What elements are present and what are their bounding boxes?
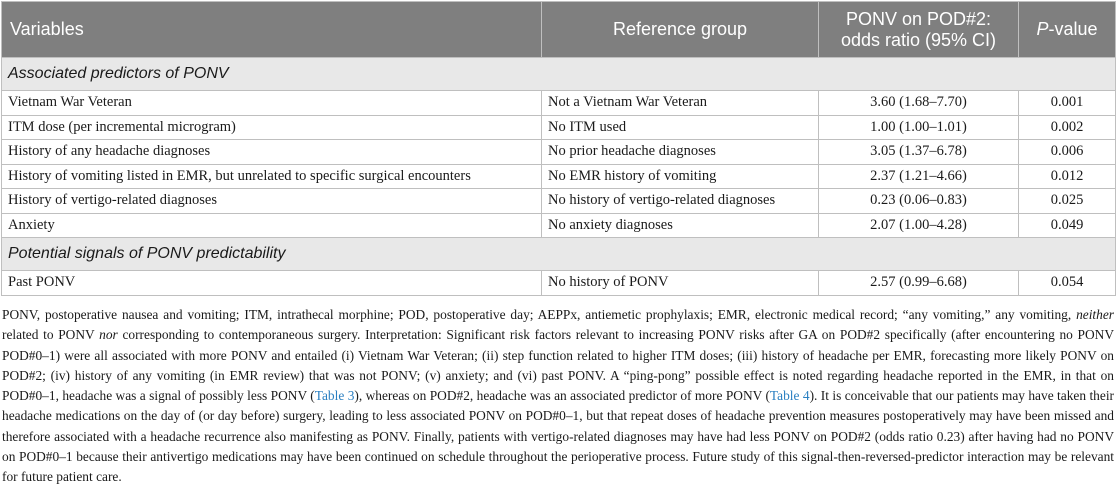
cell-reference: No anxiety diagnoses xyxy=(542,213,819,238)
cell-variable: History of any headache diagnoses xyxy=(2,140,542,165)
section-title: Potential signals of PONV predictability xyxy=(2,238,1116,271)
footnote-part-1: PONV, postoperative nausea and vomiting; ITM, intrathecal morphine; POD, postoperative day; AEPPx, antiemetic prophylaxis; EMR, electronic medical record; “any vomiting,” any vomiting, xyxy=(2,307,1077,322)
cell-reference: No prior headache diagnoses xyxy=(542,140,819,165)
cell-variable: ITM dose (per incremental microgram) xyxy=(2,115,542,140)
header-variables: Variables xyxy=(2,2,542,58)
header-p-italic: P xyxy=(1036,19,1049,39)
footnote-part-5: ). It is conceivable that our patients may have taken their headache medications on the day of (or day before) surgery, leading to less associated PONV on POD#0–1, but that repeat doses of headache prevention measures postoperatively may have been missed and therefore associated with a headache recurrence also manifesting as PONV. Finally, patients with vertigo-related diagnoses may have had less PONV on POD#2 (odds ratio 0.23) after having had no PONV on POD#0–1 because their antivertigo medications may have been continued on schedule throughout the perioperative process. Future study of this signal-then-reversed-predictor interaction may be relevant for future patient care. xyxy=(2,388,1115,485)
section-row xyxy=(2,58,1116,91)
cell-reference: No EMR history of vomiting xyxy=(542,164,819,189)
cell-p-value: 0.012 xyxy=(1019,164,1116,189)
header-odds-ratio-line2: odds ratio (95% CI) xyxy=(840,29,997,50)
cell-odds-ratio: 1.00 (1.00–1.01) xyxy=(819,115,1019,140)
footnote-part-4: ), whereas on POD#2, headache was an associated predictor of more PONV ( xyxy=(354,388,770,404)
cell-reference: No history of vertigo-related diagnoses xyxy=(542,189,819,214)
header-odds-ratio xyxy=(819,2,1019,58)
footnote-part-3: corresponding to contemporaneous surgery. Interpretation: Significant risk factors relevant to increasing PONV risks after GA on POD#2 specifically (after encountering no PONV POD#0–1) were all associated with more PONV and entailed (i) Vietnam War Veteran; (ii) step function related to higher ITM doses; (iii) history of headache per EMR, forecasting more likely PONV on POD#2; (iv) history of any vomiting (in EMR review) that was not PONV; (v) anxiety; and (vi) past PONV. A “ping-pong” possible effect is noted regarding headache reported in the EMR, in that on POD#0–1, headache was a signal of possibly less PONV ( xyxy=(2,327,1114,404)
table-4-link[interactable]: Table 4 xyxy=(769,388,810,404)
cell-reference: Not a Vietnam War Veteran xyxy=(542,91,819,116)
section-row xyxy=(2,238,1116,271)
cell-reference: No ITM used xyxy=(542,115,819,140)
header-p-value xyxy=(1019,2,1116,58)
table-row xyxy=(2,213,1116,238)
cell-p-value: 0.025 xyxy=(1019,189,1116,214)
cell-variable: History of vomiting listed in EMR, but unrelated to specific surgical encounters xyxy=(2,164,542,189)
cell-reference: No history of PONV xyxy=(542,271,819,296)
footnote-part-2: related to PONV xyxy=(2,327,100,343)
cell-p-value: 0.006 xyxy=(1019,140,1116,165)
cell-odds-ratio: 0.23 (0.06–0.83) xyxy=(819,189,1019,214)
footnote-neither: neither xyxy=(1076,307,1114,322)
table-3-link[interactable]: Table 3 xyxy=(314,388,355,404)
cell-odds-ratio: 2.57 (0.99–6.68) xyxy=(819,271,1019,296)
cell-p-value: 0.054 xyxy=(1019,271,1116,296)
cell-variable: History of vertigo-related diagnoses xyxy=(2,189,542,214)
cell-odds-ratio: 2.37 (1.21–4.66) xyxy=(819,164,1019,189)
cell-variable: Past PONV xyxy=(2,271,542,296)
table-row xyxy=(2,164,1116,189)
table-row xyxy=(2,140,1116,165)
cell-p-value: 0.001 xyxy=(1019,91,1116,116)
table-row xyxy=(2,91,1116,116)
table-row xyxy=(2,271,1116,296)
cell-odds-ratio: 3.60 (1.68–7.70) xyxy=(819,91,1019,116)
header-reference-group: Reference group xyxy=(542,2,819,58)
header-p-rest: -value xyxy=(1048,19,1098,39)
header-row xyxy=(2,2,1116,58)
section-title: Associated predictors of PONV xyxy=(2,58,1116,91)
cell-odds-ratio: 2.07 (1.00–4.28) xyxy=(819,213,1019,238)
header-odds-ratio-line1: PONV on POD#2: xyxy=(845,8,992,29)
cell-odds-ratio: 3.05 (1.37–6.78) xyxy=(819,140,1019,165)
table-footnote xyxy=(2,305,1114,488)
cell-variable: Anxiety xyxy=(2,213,542,238)
cell-p-value: 0.002 xyxy=(1019,115,1116,140)
results-table xyxy=(1,1,1116,296)
cell-p-value: 0.049 xyxy=(1019,213,1116,238)
footnote-nor: nor xyxy=(99,327,118,343)
table-row xyxy=(2,115,1116,140)
table-row xyxy=(2,189,1116,214)
cell-variable: Vietnam War Veteran xyxy=(2,91,542,116)
